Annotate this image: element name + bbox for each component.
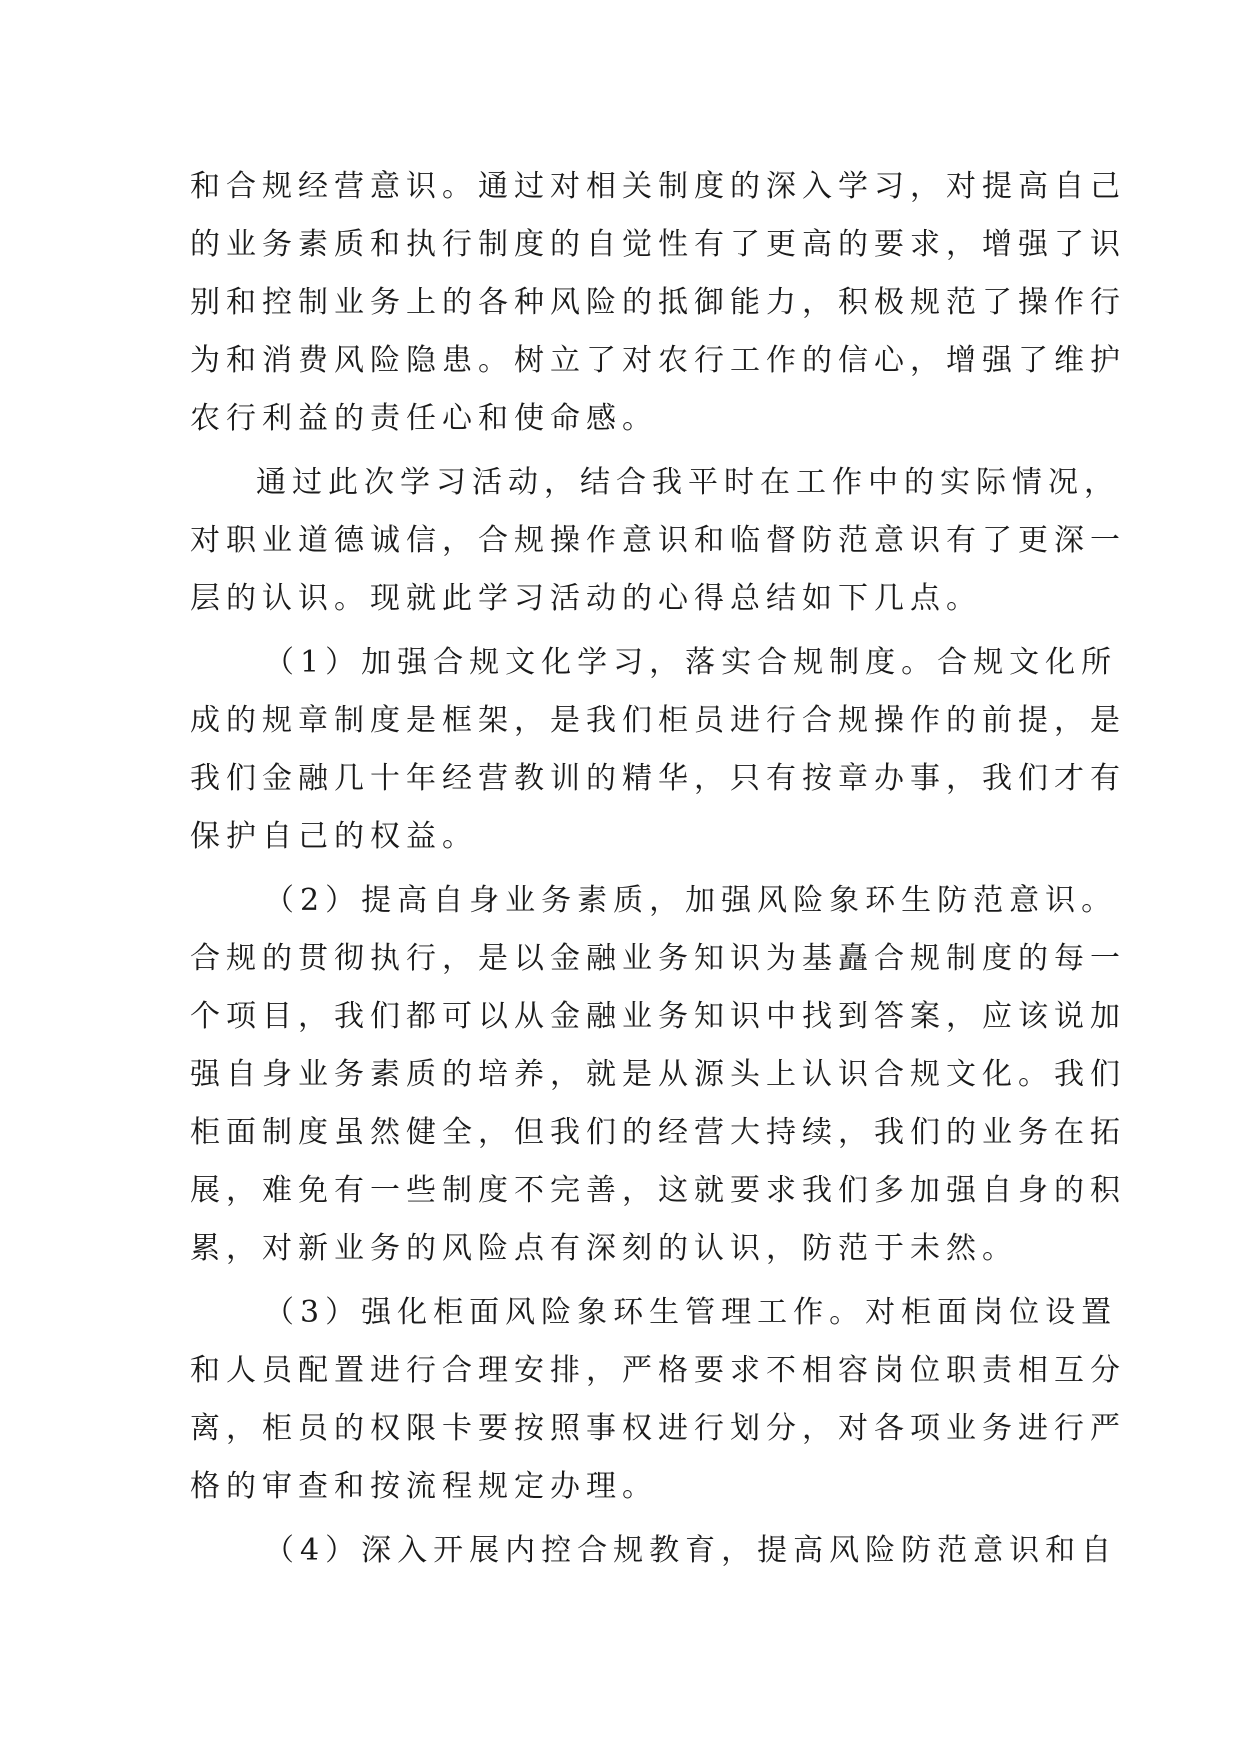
text-line: 展，难免有一些制度不完善，这就要求我们多加强自身的积 — [190, 1173, 1126, 1208]
text-line: （4）深入开展内控合规教育，提高风险防范意识和自 — [264, 1533, 1118, 1568]
text-line: 强自身业务素质的培养，就是从源头上认识合规文化。我们 — [190, 1057, 1126, 1092]
text-line: 对职业道德诚信，合规操作意识和临督防范意识有了更深一 — [190, 523, 1126, 558]
text-line: （2）提高自身业务素质，加强风险象环生防范意识。 — [264, 883, 1118, 918]
text-line: 和合规经营意识。通过对相关制度的深入学习，对提高自己 — [190, 169, 1126, 204]
text-line: 合规的贯彻执行，是以金融业务知识为基矗合规制度的每一 — [190, 941, 1126, 976]
paragraph-item-1 — [190, 634, 1126, 866]
text-line: 保护自己的权益。 — [190, 819, 478, 854]
paragraph-2 — [190, 454, 1126, 628]
document-body — [190, 158, 1126, 1580]
text-line: 累，对新业务的风险点有深刻的认识，防范于未然。 — [190, 1231, 1018, 1266]
paragraph-item-4 — [190, 1522, 1118, 1580]
text-line: 柜面制度虽然健全，但我们的经营大持续，我们的业务在拓 — [190, 1115, 1126, 1150]
text-line: 为和消费风险隐患。树立了对农行工作的信心，增强了维护 — [190, 343, 1126, 378]
paragraph-item-2 — [190, 872, 1126, 1278]
text-line: 通过此次学习活动，结合我平时在工作中的实际情况， — [256, 465, 1120, 500]
text-line: 农行利益的责任心和使命感。 — [190, 401, 658, 436]
text-line: 我们金融几十年经营教训的精华，只有按章办事，我们才有 — [190, 761, 1126, 796]
text-line: （1）加强合规文化学习，落实合规制度。合规文化所 — [264, 645, 1118, 680]
text-line: 别和控制业务上的各种风险的抵御能力，积极规范了操作行 — [190, 285, 1126, 320]
paragraph-1 — [190, 158, 1126, 448]
text-line: 成的规章制度是框架，是我们柜员进行合规操作的前提，是 — [190, 703, 1126, 738]
text-line: 离，柜员的权限卡要按照事权进行划分，对各项业务进行严 — [190, 1411, 1126, 1446]
text-line: 和人员配置进行合理安排，严格要求不相容岗位职责相互分 — [190, 1353, 1126, 1388]
paragraph-item-3 — [190, 1284, 1126, 1516]
text-line: （3）强化柜面风险象环生管理工作。对柜面岗位设置 — [264, 1295, 1118, 1330]
text-line: 层的认识。现就此学习活动的心得总结如下几点。 — [190, 581, 982, 616]
text-line: 个项目，我们都可以从金融业务知识中找到答案，应该说加 — [190, 999, 1126, 1034]
text-line: 格的审查和按流程规定办理。 — [190, 1469, 658, 1504]
text-line: 的业务素质和执行制度的自觉性有了更高的要求，增强了识 — [190, 227, 1126, 262]
